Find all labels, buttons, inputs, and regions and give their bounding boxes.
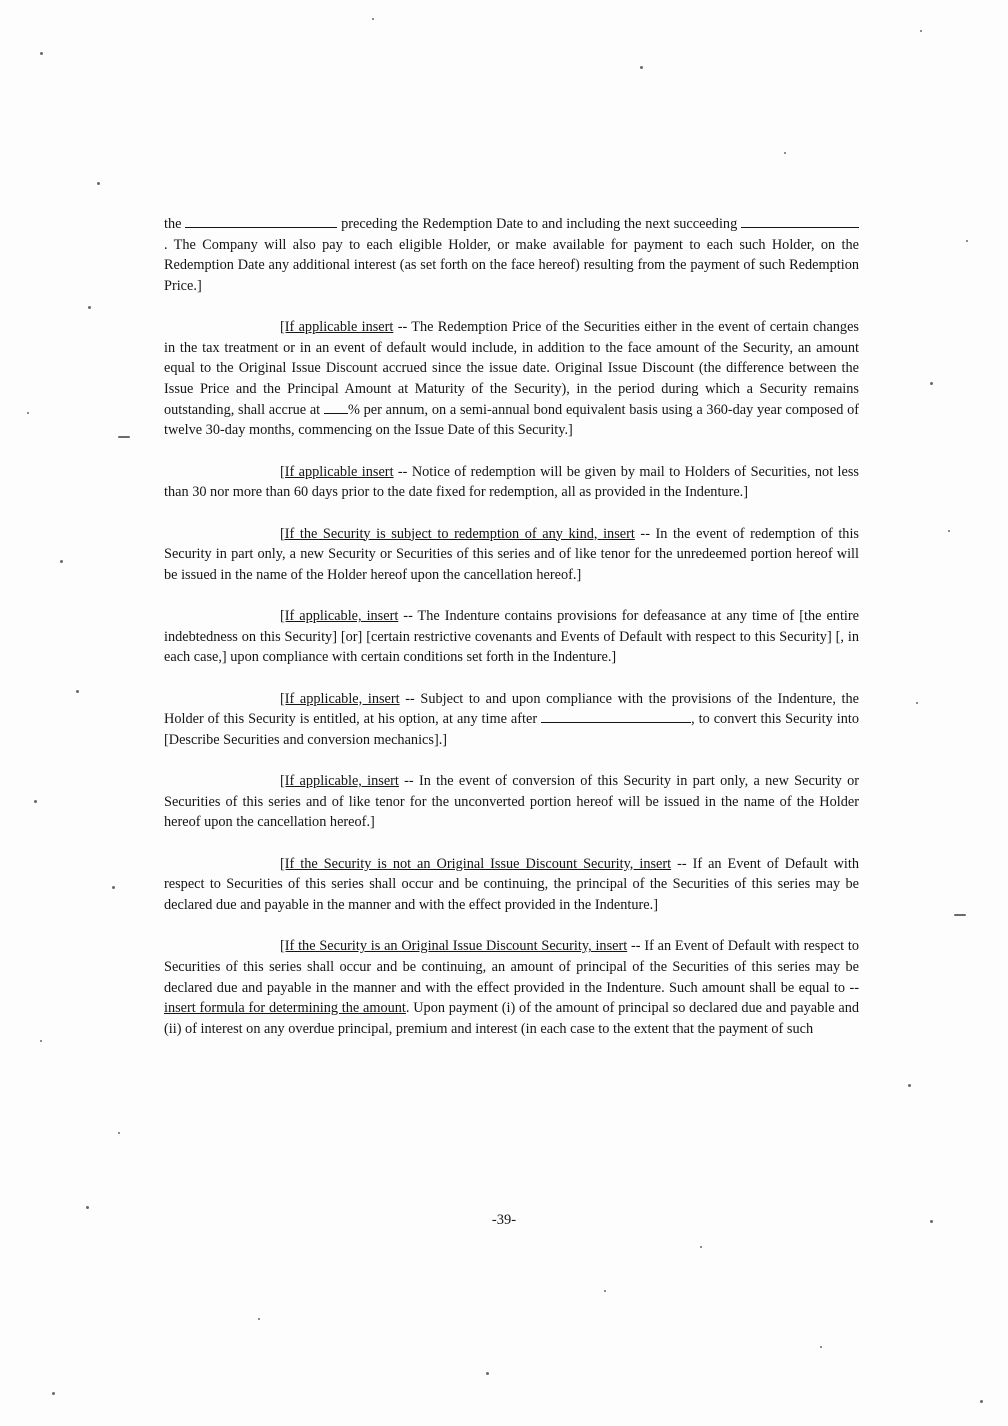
paragraph xyxy=(164,524,859,586)
scan-speck xyxy=(908,1084,911,1087)
scan-speck xyxy=(112,886,115,889)
scan-speck xyxy=(118,1132,120,1134)
scan-speck xyxy=(258,1318,260,1320)
paragraph-text: the xyxy=(164,216,182,232)
paragraph-text: -- In the event of conversion of this Security in part only, a new Security or Securities of this series and of like tenor for the unconverted portion hereof will be issued in the name of the Holder hereof upon the cancellation hereof.] xyxy=(164,773,860,831)
instruction-lead: [If applicable, insert xyxy=(280,773,399,790)
scan-speck xyxy=(76,690,79,693)
paragraph-text: -- Notice of redemption will be given by mail to Holders of Securities, not less than 30 nor more than 60 days prior to the date fixed for redemption, all as provided in the Indenture.] xyxy=(164,463,859,501)
paragraph xyxy=(164,606,859,668)
scan-speck xyxy=(86,1206,89,1209)
scan-speck xyxy=(640,66,643,69)
paragraph xyxy=(164,689,859,751)
scan-speck xyxy=(920,30,922,32)
instruction-lead: [If the Security is an Original Issue Discount Security, insert xyxy=(280,938,628,955)
formula-placeholder: insert formula for determining the amount xyxy=(164,1000,406,1017)
paragraph xyxy=(164,317,859,441)
paragraph xyxy=(164,771,859,833)
paragraph-text: . Upon payment (i) of the amount of principal so declared due and payable and (ii) of interest on any overdue principal, premium and interest (in each case to the extent that the payment of such xyxy=(164,1000,859,1037)
scan-speck xyxy=(954,914,966,916)
scan-speck xyxy=(604,1290,606,1292)
paragraph-text: -- The Indenture contains provisions for defeasance at any time of [the entire indebtedness on this Security] [or] [certain restrictive covenants and Events of Default with respect to this Security] [, in each case,] upon compliance with certain conditions set forth in the Indenture.] xyxy=(164,608,859,666)
paragraph-text: -- The Redemption Price of the Securities either in the event of certain changes in the tax treatment or in an event of default would include, in addition to the face amount of the Security, an amount equal to the Original Issue Discount accrued since the issue date. Original Issue Discount (the difference between the Issue Price and the Principal Amount at Maturity of the Security), in the period during which a Security remains outstanding, shall accrue at xyxy=(164,319,859,418)
paragraph-text: -- In the event of redemption of this Security in part only, a new Security or Securities of this series and of like tenor for the unredeemed portion hereof will be issued in the name of the Holder hereof upon the cancellation hereof.] xyxy=(164,525,859,583)
paragraph-text: -- Subject to and upon compliance with the provisions of the Indenture, the Holder of this Security is entitled, at his option, at any time after xyxy=(164,690,859,728)
paragraph-text: -- If an Event of Default with respect to Securities of this series shall occur and be continuing, an amount of principal of the Securities of this series may be declared due and payable in the manner and with the effect provided in the Indenture. Such amount shall be equal to -- xyxy=(164,938,859,996)
instruction-lead: [If applicable, insert xyxy=(280,608,399,625)
scan-speck xyxy=(52,1392,55,1395)
paragraph-text: -- If an Event of Default with respect to Securities of this series shall occur and be continuing, the principal of the Securities of this series may be declared due and payable in the manner and with the effect provided in the Indenture.] xyxy=(164,855,860,914)
paragraph xyxy=(164,854,859,916)
paragraph-text: % per annum, on a semi-annual bond equivalent basis using a 360-day year composed of twelve 30-day months, commencing on the Issue Date of this Security.] xyxy=(164,401,860,439)
instruction-lead: [If the Security is not an Original Issue Discount Security, insert xyxy=(280,855,672,872)
instruction-lead: [If applicable insert xyxy=(280,463,394,480)
fill-in-blank xyxy=(541,710,691,723)
instruction-lead: [If applicable, insert xyxy=(280,690,400,707)
paragraph-text: , to convert this Security into [Describe Securities and conversion mechanics].] xyxy=(164,711,859,748)
scan-speck xyxy=(118,436,130,438)
instruction-lead: [If applicable insert xyxy=(280,319,394,336)
scan-speck xyxy=(948,530,950,532)
scan-speck xyxy=(40,52,43,55)
fill-in-blank xyxy=(741,215,859,228)
fill-in-blank xyxy=(324,401,348,414)
paragraph xyxy=(164,936,859,1039)
paragraph xyxy=(164,462,859,503)
scan-speck xyxy=(60,560,63,563)
scan-speck xyxy=(486,1372,489,1375)
scan-speck xyxy=(916,702,918,704)
scan-speck xyxy=(97,182,100,185)
paragraph-text: preceding the Redemption Date to and including the next succeeding xyxy=(341,216,738,232)
scan-speck xyxy=(966,240,968,242)
scan-speck xyxy=(372,18,374,20)
scan-speck xyxy=(34,800,37,803)
scan-speck xyxy=(930,382,933,385)
scan-speck xyxy=(27,412,29,414)
page-number: -39- xyxy=(491,1212,517,1228)
scan-speck xyxy=(700,1246,702,1248)
fill-in-blank xyxy=(185,215,337,228)
paragraph xyxy=(164,214,859,296)
scan-speck xyxy=(40,1040,42,1042)
document-body xyxy=(164,214,859,1060)
scan-speck xyxy=(980,1400,983,1403)
paragraph-text: . The Company will also pay to each eligible Holder, or make available for payment to each such Holder, on the Redemption Date any additional interest (as set forth on the face hereof) resulting from the payment of such Redemption Price.] xyxy=(164,236,859,294)
scan-speck xyxy=(88,306,91,309)
scan-speck xyxy=(784,152,786,154)
instruction-lead: [If the Security is subject to redemption of any kind, insert xyxy=(280,525,635,542)
scan-speck xyxy=(820,1346,822,1348)
